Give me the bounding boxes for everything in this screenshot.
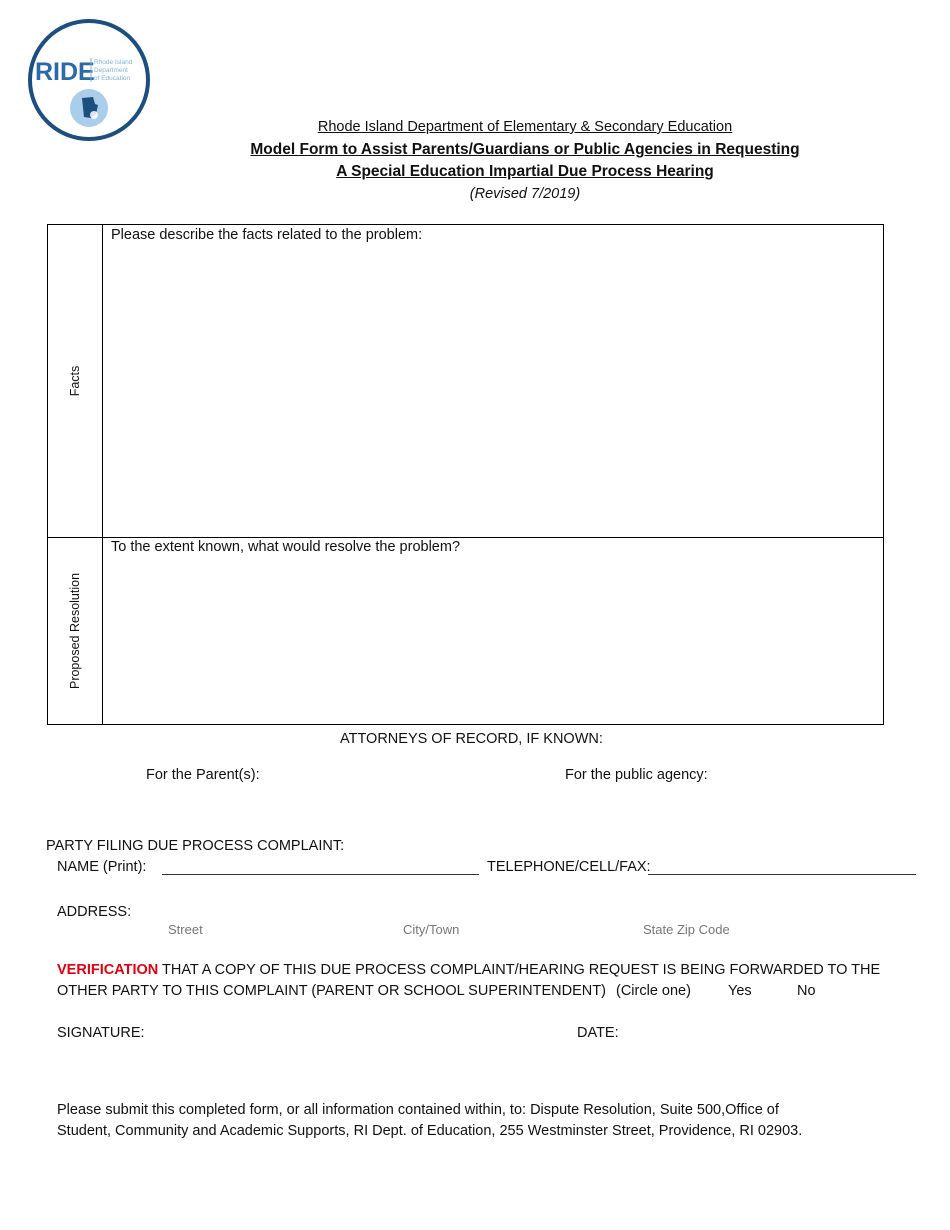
attorney-agency-field[interactable]: [565, 767, 708, 783]
verification-text2: OTHER PARTY TO THIS COMPLAINT (PARENT OR SCHOOL SUPERINTENDENT): [57, 983, 606, 999]
resolution-row: [48, 537, 883, 724]
attorney-parent-label: For the Parent(s):: [146, 767, 260, 783]
party-heading: PARTY FILING DUE PROCESS COMPLAINT:: [46, 838, 345, 854]
attorney-parent-field[interactable]: [146, 767, 260, 783]
name-input-line[interactable]: [162, 859, 479, 875]
resolution-input-area[interactable]: [103, 537, 883, 724]
resolution-side-label: Proposed Resolution: [68, 572, 82, 689]
signature-field[interactable]: [57, 1025, 145, 1041]
resolution-prompt: To the extent known, what would resolve the problem?: [111, 539, 461, 555]
date-label: DATE:: [577, 1025, 619, 1041]
date-field[interactable]: [577, 1025, 619, 1041]
attorney-agency-label: For the public agency:: [565, 767, 708, 783]
name-label: NAME (Print):: [57, 859, 147, 875]
svg-text:of Education: of Education: [94, 75, 131, 82]
submit-instructions-line2: Student, Community and Academic Supports, RI Dept. of Education, 255 Westminster Street, Providence, RI 02903.: [57, 1123, 803, 1139]
verification-line1: [57, 962, 880, 978]
facts-prompt: Please describe the facts related to the problem:: [111, 227, 423, 243]
city-hint[interactable]: City/Town: [403, 922, 460, 937]
svg-text:Department: Department: [94, 67, 128, 74]
resolution-side-cell: [48, 537, 103, 724]
signature-label: SIGNATURE:: [57, 1025, 145, 1041]
submit-instructions-line1: Please submit this completed form, or all information contained within, to: Dispute Resolution, Suite 500,Office of: [57, 1102, 779, 1118]
facts-input-area[interactable]: [103, 225, 883, 537]
facts-row: [48, 225, 883, 538]
verification-text1: THAT A COPY OF THIS DUE PROCESS COMPLAINT/HEARING REQUEST IS BEING FORWARDED TO THE: [158, 962, 881, 978]
phone-input-line[interactable]: [648, 859, 916, 875]
state-zip-hint[interactable]: State Zip Code: [643, 922, 730, 937]
no-option[interactable]: No: [797, 983, 816, 999]
facts-side-label: Facts: [68, 365, 82, 397]
facts-side-cell: [48, 225, 103, 537]
street-hint[interactable]: Street: [168, 922, 203, 937]
svg-text:Rhode Island: Rhode Island: [94, 59, 133, 66]
revision-date: (Revised 7/2019): [469, 186, 581, 202]
form-title-line1: Model Form to Assist Parents/Guardians or Public Agencies in Requesting: [250, 141, 800, 158]
form-title-line2: A Special Education Impartial Due Process Hearing: [336, 163, 714, 180]
circle-one-label: (Circle one): [616, 983, 691, 999]
logo-wordmark: RIDE: [35, 58, 95, 86]
address-label: ADDRESS:: [57, 904, 132, 920]
phone-label: TELEPHONE/CELL/FAX:: [487, 859, 651, 875]
yes-option[interactable]: Yes: [728, 983, 752, 999]
attorneys-heading: ATTORNEYS OF RECORD, IF KNOWN:: [340, 731, 603, 747]
form-table: [47, 224, 884, 725]
org-name: Rhode Island Department of Elementary & Secondary Education: [317, 119, 733, 135]
verification-keyword: VERIFICATION: [57, 962, 159, 978]
